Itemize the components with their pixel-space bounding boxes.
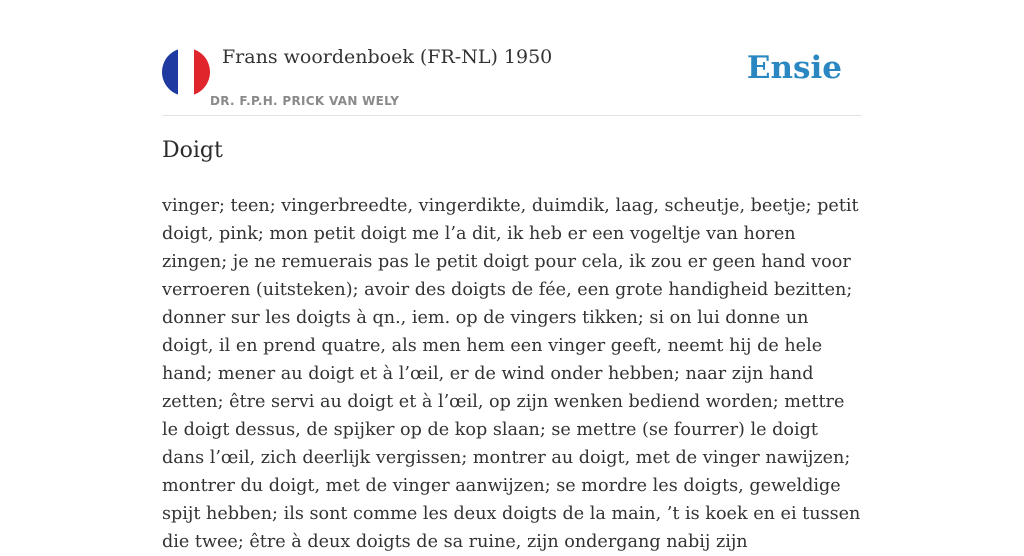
entry-headword: Doigt: [162, 138, 223, 163]
ensie-logo[interactable]: Ensie: [746, 50, 842, 86]
flag-stripe-white: [178, 48, 194, 96]
flag-stripe-blue: [162, 48, 178, 96]
dictionary-title[interactable]: Frans woordenboek (FR-NL) 1950: [222, 46, 553, 68]
entry-card: [162, 0, 862, 552]
dictionary-author: DR. F.P.H. PRICK VAN WELY: [210, 94, 400, 108]
entry-definition: vinger; teen; vingerbreedte, vingerdikte, duimdik, laag, scheutje, beetje; petit doigt, pink; mon petit doigt me l’a dit, ik heb er een vogeltje van horen zingen; je ne remuerais pas le petit doigt pour cela, ik zou er geen hand voor verroeren (uitsteken); avoir des doigts de fée, een grote handigheid bezitten; donner sur les doigts à qn., iem. op de vingers tikken; si on lui donne un doigt, il en prend quatre, als men hem een vinger geeft, neemt hij de hele hand; mener au doigt et à l’œil, er de wind onder hebben; naar zijn hand zetten; être servi au doigt et à l’œil, op zijn wenken bediend worden; mettre le doigt dessus, de spijker op de kop slaan; se mettre (se fourrer) le doigt dans l’œil, zich deerlijk vergissen; montrer au doigt, met de vinger nawijzen; montrer du doigt, met de vinger aanwijzen; se mordre les doigts, geweldige spijt hebben; ils sont comme les deux doigts de la main, ’t is koek en ei tussen die twee; être à deux doigts de sa ruine, zijn ondergang nabij zijn: [162, 196, 861, 552]
french-flag-icon: [162, 48, 210, 96]
header-divider: [162, 115, 862, 116]
flag-stripe-red: [194, 48, 210, 96]
